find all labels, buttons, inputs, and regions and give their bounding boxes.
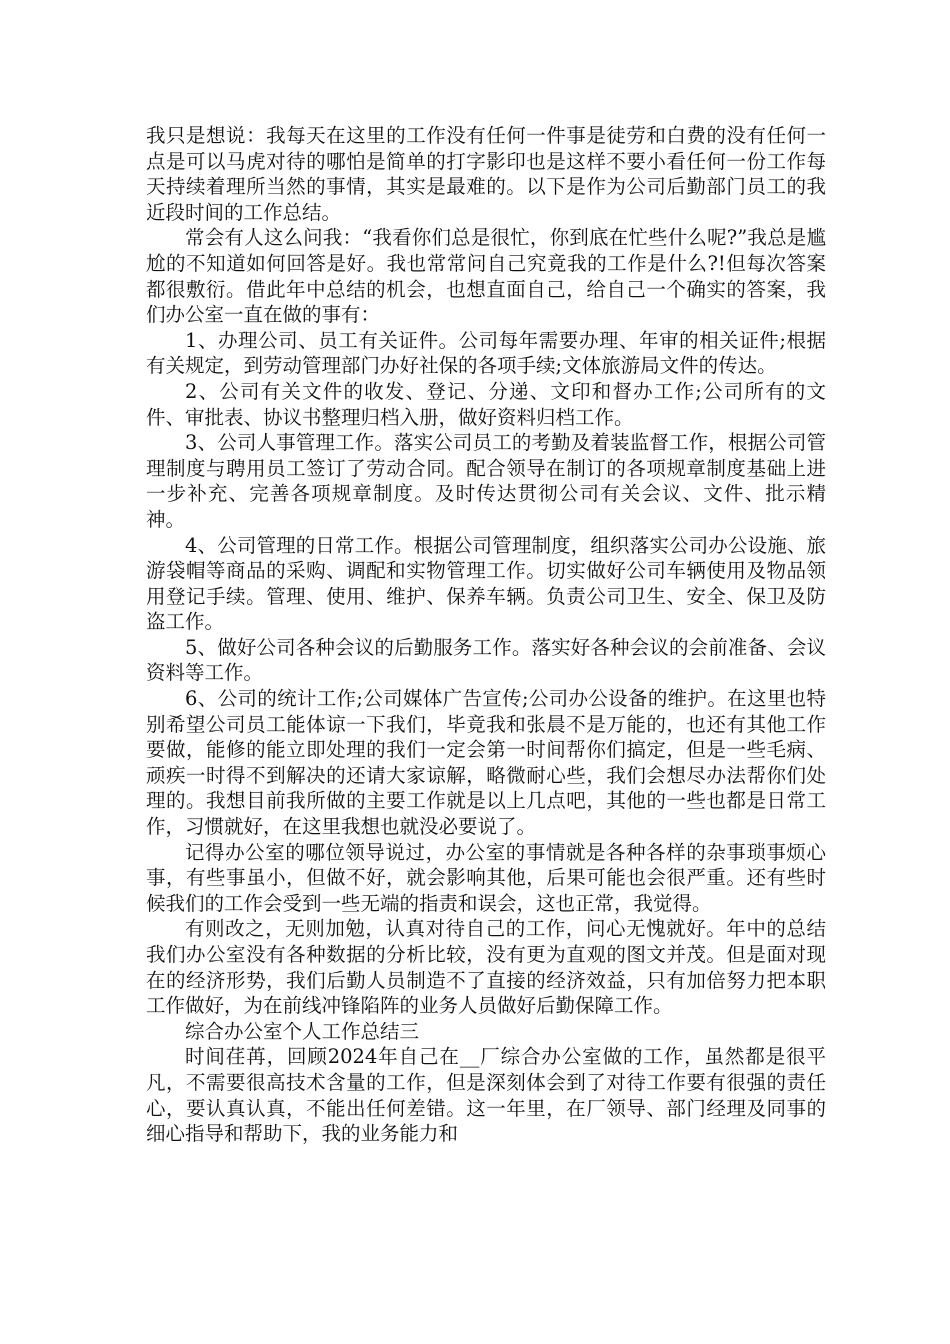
paragraph-item-3: 3、公司人事管理工作。落实公司员工的考勤及着装监督工作，根据公司管理制度与聘用员工签订了劳动合同。配合领导在制订的各项规章制度基础上进一步补充、完善各项规章制度。及时传达贯彻公司有关会议、文件、批示精神。 [146, 431, 826, 531]
paragraph-conclusion: 有则改之，无则加勉，认真对待自己的工作，问心无愧就好。年中的总结我们办公室没有各种数据的分析比较，没有更为直观的图文并茂。但是面对现在的经济形势，我们后勤人员制造不了直接的经济效益，只有加倍努力把本职工作做好，为在前线冲锋陷阵的业务人员做好后勤保障工作。 [146, 917, 826, 1018]
section-heading: 综合办公室个人工作总结三 [185, 1019, 420, 1043]
paragraph-item-1: 1、办理公司、员工有关证件。公司每年需要办理、年审的相关证件;根据有关规定，到劳动管理部门办好社保的各项手续;文体旅游局文件的传达。 [146, 328, 826, 378]
paragraph-item-5: 5、做好公司各种会议的后勤服务工作。落实好各种会议的会前准备、会议资料等工作。 [146, 635, 826, 685]
paragraph-item-6: 6、公司的统计工作;公司媒体广告宣传;公司办公设备的维护。在这里也特别希望公司员工能体谅一下我们，毕竟我和张晨不是万能的，也还有其他工作要做，能修的能立即处理的我们一定会第一时间帮你们搞定，但是一些毛病、顽疾一时得不到解决的还请大家谅解，略微耐心些，我们会想尽办法帮你们处理的。我想目前我所做的主要工作就是以上几点吧，其他的一些也都是日常工作，习惯就好，在这里我想也就没必要说了。 [146, 687, 826, 839]
paragraph-review: 时间荏苒，回顾2024年自己在__厂综合办公室做的工作，虽然都是很平凡，不需要很高技术含量的工作，但是深刻体会到了对待工作要有很强的责任心，要认真认真，不能出任何差错。这一年里，在厂领导、部门经理及同事的细心指导和帮助下，我的业务能力和 [146, 1045, 826, 1146]
paragraph-item-2: 2、公司有关文件的收发、登记、分递、文印和督办工作;公司所有的文件、审批表、协议书整理归档入册，做好资料归档工作。 [146, 379, 826, 429]
document-body [146, 123, 826, 1147]
paragraph-question: 常会有人这么问我：“我看你们总是很忙，你到底在忙些什么呢?”我总是尴尬的不知道如何回答是好。我也常常问自己究竟我的工作是什么?!但每次答案都很敷衍。借此年中总结的机会，也想直面自己，给自己一个确实的答案，我们办公室一直在做的事有： [146, 226, 826, 327]
paragraph-intro: 我只是想说：我每天在这里的工作没有任何一件事是徒劳和白费的没有任何一点是可以马虎对待的哪怕是简单的打字影印也是这样不要小看任何一份工作每天持续着理所当然的事情，其实是最难的。以下是作为公司后勤部门员工的我近段时间的工作总结。 [146, 124, 826, 224]
paragraph-item-4: 4、公司管理的日常工作。根据公司管理制度，组织落实公司办公设施、旅游袋帽等商品的采购、调配和实物管理工作。切实做好公司车辆使用及物品领用登记手续。管理、使用、维护、保养车辆。负责公司卫生、安全、保卫及防盗工作。 [146, 533, 826, 634]
paragraph-office-chores: 记得办公室的哪位领导说过，办公室的事情就是各种各样的杂事琐事烦心事，有些事虽小，但做不好，就会影响其他，后果可能也会很严重。还有些时候我们的工作会受到一些无端的指责和误会，这也正常，我觉得。 [146, 840, 826, 915]
